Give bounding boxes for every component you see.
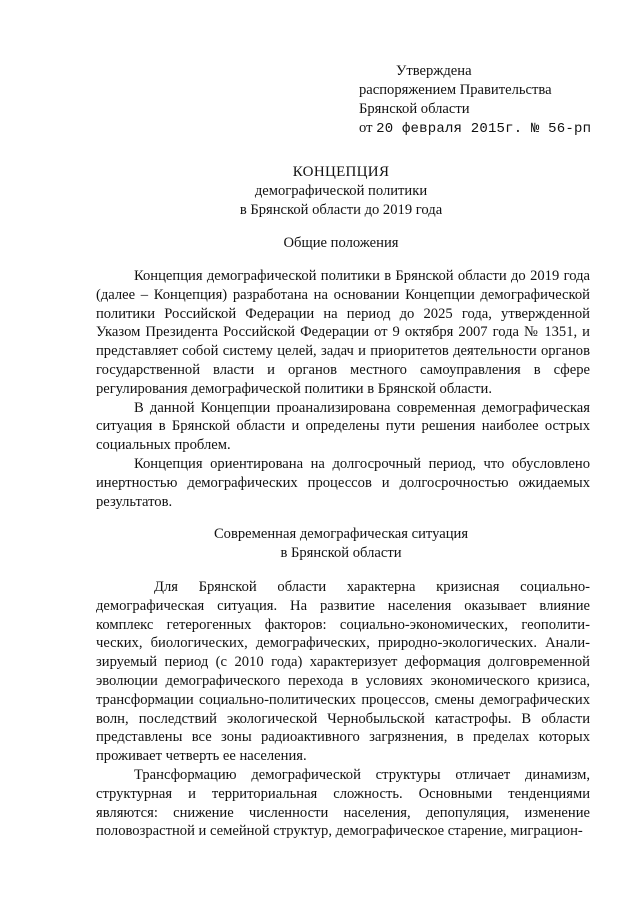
approval-block (359, 62, 591, 139)
title-line-concept: КОНЦЕПЦИЯ (292, 164, 390, 180)
paragraph: Трансформацию демографической структуры отличает динамизм, структурная и территориальная сложность. Основными тенденциями являются: снижение численности населения, депопуляция, изменение половозрастной и семейной структур, демографическое старение, миграцион- (96, 766, 590, 840)
paragraph: Для Брянской области характерна кризисная социально-демографическая ситуация. На развитие населения оказывает влияние комплекс гетерогенных факторов: социально-экономических, геополитических, биологических, демографических, природно-экологических. Анализируемый период (с 2010 года) характеризует деформация долговременной эволюции демографического перехода в условиях экономического кризиса, трансформации социально-политических процессов, смены демографических волн, последствий экологической Чернобыльской катастрофы. В области представлены все зоны радиоактивного загрязнения, в пределах которых проживает четверть ее населения. (96, 579, 590, 765)
section-heading-demographic (96, 525, 586, 563)
approval-date-handwritten: 20 февраля 2015г. № 56-рп (376, 121, 592, 137)
title-line-policy: демографической политики (254, 183, 428, 199)
section-heading-general: Общие положения (283, 235, 399, 251)
approval-line-date (359, 119, 591, 139)
title-line-region: в Брянской области до 2019 года (239, 202, 443, 218)
section-heading-line: в Брянской области (280, 545, 402, 561)
section-demographic-body (96, 578, 590, 841)
section-heading-line: Современная демографическая ситуация (213, 526, 469, 542)
paragraph: Концепция демографической политики в Брянской области до 2019 года (далее – Концепция) разработана на основании Концепции демографической политики Российской Федерации на период до 2025 года, утвержденной Указом Президента Российской Федерации от 9 октября 2007 года № 1351, и представляет собой систему целей, задач и приоритетов деятельности органов государственной власти и органов местного самоуправления в сфере регулирования демографической политики в Брянской области. (96, 268, 590, 397)
approval-line-region: Брянской области (359, 101, 470, 117)
paragraph: В данной Концепции проанализирована современная демографическая ситуация в Брянской области и определены пути решения наиболее острых социальных проблем. (96, 399, 590, 454)
paragraph: Концепция ориентирована на долгосрочный период, что обусловлено инертностью демографических процессов и долгосрочностью ожидаемых результатов. (96, 455, 590, 510)
approval-line-approved: Утверждена (396, 63, 472, 79)
document-title (96, 163, 586, 220)
section-general-body (96, 267, 590, 511)
approval-date-prefix: от (359, 120, 377, 136)
approval-line-order: распоряжением Правительства (359, 82, 552, 98)
